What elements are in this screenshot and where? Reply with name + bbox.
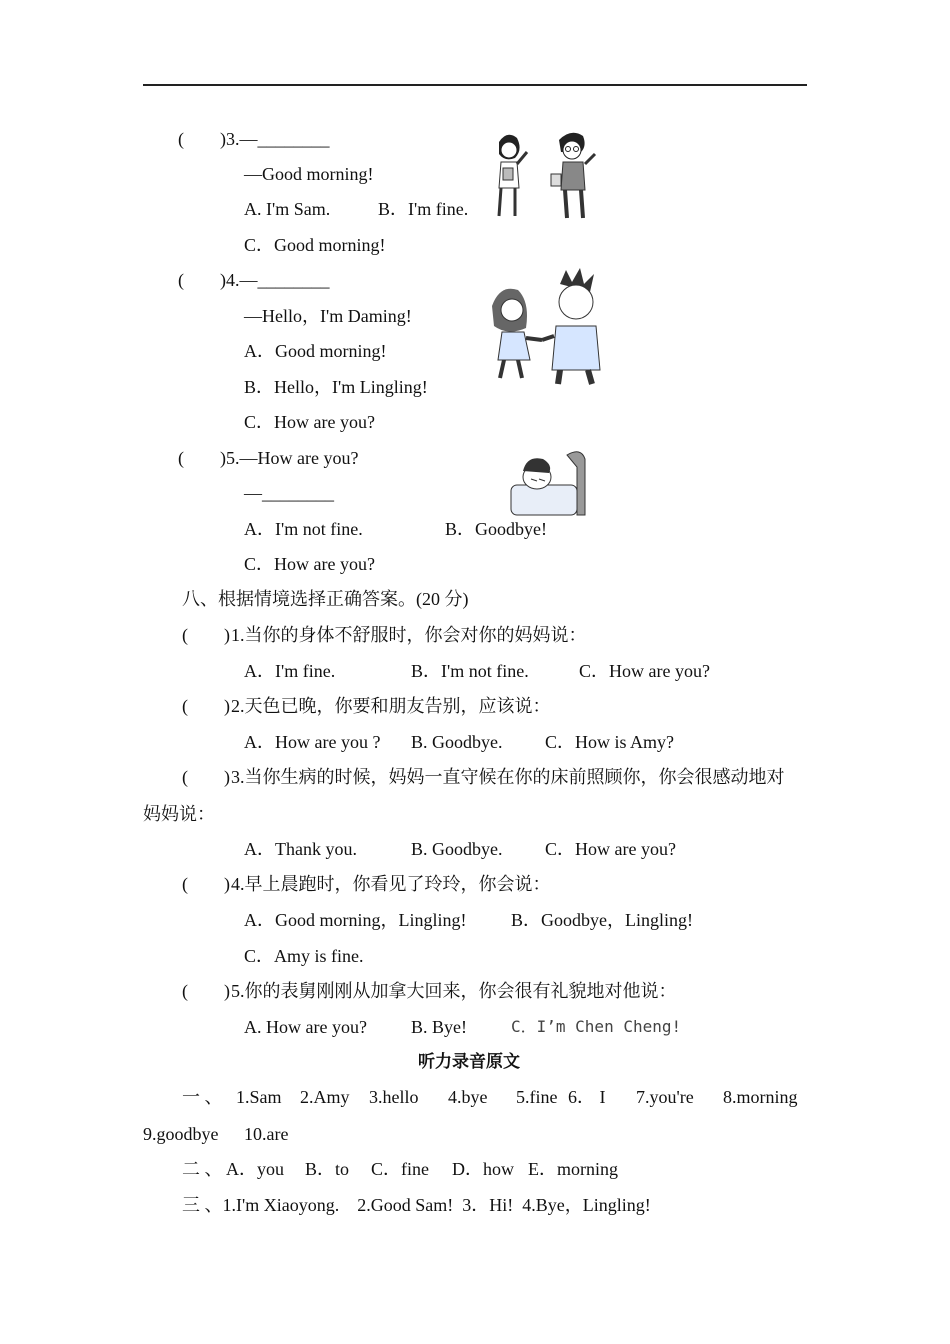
option-a: A．Good morning! <box>244 341 387 361</box>
question-number: 5.—How are you? <box>226 448 359 468</box>
part-label: 一 、 <box>182 1087 223 1107</box>
part-label: 二 、 <box>182 1159 223 1179</box>
answer-paren: ( ) <box>182 767 230 787</box>
answer-paren: ( ) <box>178 129 226 149</box>
option-b: B．Hello，I'm Lingling! <box>244 377 428 397</box>
kids-shaking-hands-illustration <box>486 266 610 390</box>
question-stem: 2.天色已晚，你要和朋友告别，应该说： <box>231 696 551 716</box>
transcript-item: 6． I <box>568 1087 606 1107</box>
option-a: A．I'm not fine. <box>244 519 363 539</box>
answer-paren: ( ) <box>178 270 226 290</box>
answer-paren: ( ) <box>182 981 230 1001</box>
question-stem: 5.你的表舅刚刚从加拿大回来，你会很有礼貌地对他说： <box>231 981 677 1001</box>
option-b: B．Goodbye! <box>445 519 547 539</box>
option-a: A．Thank you. <box>244 839 357 859</box>
question-stem: 4.早上晨跑时，你看见了玲玲，你会说： <box>231 874 551 894</box>
option-c: C．Good morning! <box>244 235 386 255</box>
transcript-item: 2.Amy <box>300 1087 350 1107</box>
transcript-item: 5.fine <box>516 1087 558 1107</box>
option-a: A．I'm fine. <box>244 661 336 681</box>
dialog-reply: —Good morning! <box>244 164 374 184</box>
option-c: C．I’m Chen Cheng! <box>511 1017 682 1036</box>
dialog-reply: —Hello，I'm Daming! <box>244 306 412 326</box>
section-8-heading: 八、根据情境选择正确答案。(20 分) <box>182 589 469 609</box>
option-b: B．I'm not fine. <box>411 661 529 681</box>
transcript-item: E．morning <box>528 1159 618 1179</box>
answer-paren: ( ) <box>182 874 230 894</box>
transcript-line: 三 、1.I'm Xiaoyong. 2.Good Sam! 3．Hi! 4.Bye，Lingling! <box>182 1195 651 1215</box>
transcript-item: 4.bye <box>448 1087 488 1107</box>
option-a: A. I'm Sam. <box>244 199 331 219</box>
option-a: A. How are you? <box>244 1017 367 1037</box>
question-stem: 3.当你生病的时候，妈妈一直守候在你的床前照顾你，你会很感动地对 <box>231 767 785 787</box>
transcript-item: 10.are <box>244 1124 289 1144</box>
transcript-item: C．fine <box>371 1159 429 1179</box>
option-b: B. Bye! <box>411 1017 467 1037</box>
option-a: A．Good morning，Lingling! <box>244 910 467 930</box>
question-number: 4.—________ <box>226 270 330 290</box>
transcript-item: 8.morning <box>723 1087 798 1107</box>
option-c: C．How are you? <box>244 554 375 574</box>
transcript-item: 3.hello <box>369 1087 419 1107</box>
transcript-item: D．how <box>452 1159 514 1179</box>
answer-paren: ( ) <box>182 696 230 716</box>
option-c: C．How are you? <box>545 839 676 859</box>
answer-paren: ( ) <box>182 625 230 645</box>
sick-kid-in-bed-illustration <box>507 445 587 517</box>
transcript-item: B．to <box>305 1159 350 1179</box>
option-a: A．How are you ? <box>244 732 381 752</box>
option-c: C．How is Amy? <box>545 732 675 752</box>
question-number: 3.—________ <box>226 129 330 149</box>
question-stem-continuation: 妈妈说： <box>143 804 215 824</box>
option-b: B．I'm fine. <box>378 199 469 219</box>
option-c: C．How are you? <box>579 661 710 681</box>
transcript-title: 听力录音原文 <box>418 1052 520 1072</box>
option-c: C．How are you? <box>244 412 375 432</box>
header-rule <box>143 84 807 86</box>
answer-paren: ( ) <box>178 448 226 468</box>
transcript-item: 1.Sam <box>236 1087 282 1107</box>
transcript-item: 9.goodbye <box>143 1124 219 1144</box>
dialog-reply: —________ <box>244 483 334 503</box>
transcript-item: A．you <box>226 1159 284 1179</box>
question-stem: 1.当你的身体不舒服时，你会对你的妈妈说： <box>231 625 587 645</box>
two-teachers-greeting-illustration <box>485 128 609 222</box>
option-b: B. Goodbye. <box>411 839 503 859</box>
option-b: B. Goodbye. <box>411 732 503 752</box>
option-b: B．Goodbye，Lingling! <box>511 910 693 930</box>
option-c: C．Amy is fine. <box>244 946 364 966</box>
transcript-item: 7.you're <box>636 1087 694 1107</box>
